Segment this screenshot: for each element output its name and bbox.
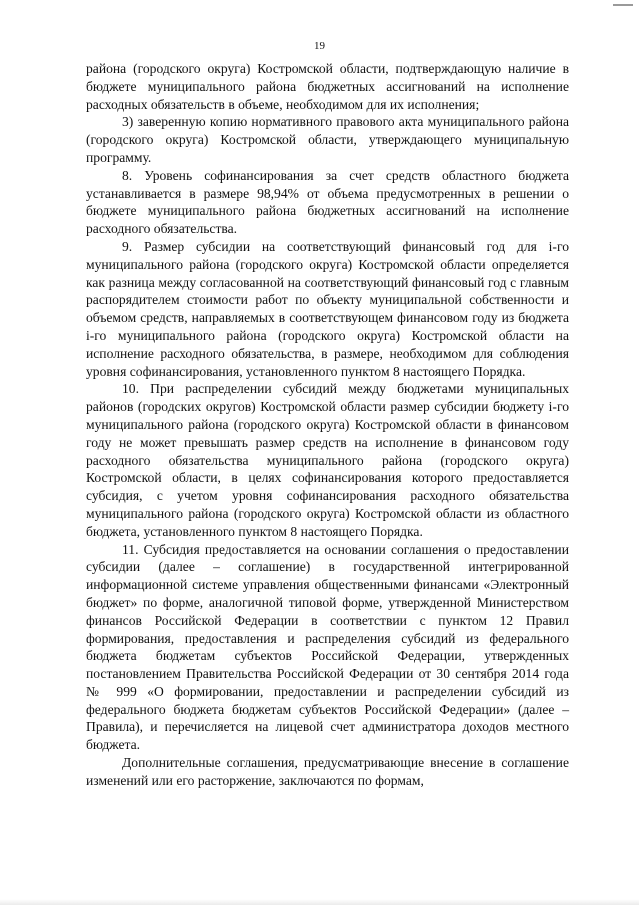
page-number: 19: [314, 40, 325, 52]
paragraph-item-3: 3) заверенную копию нормативного правового акта муниципального района (городского округа) Костромской области, утверждающего муниципальную программу.: [86, 114, 569, 165]
paragraph-continuation: района (городского округа) Костромской области, подтверждающую наличие в бюджете муниципального района бюджетных ассигнований на исполнение расходных обязательств в объеме, необходимом для их исполнения;: [86, 61, 569, 112]
paragraph-clause-8: 8. Уровень софинансирования за счет средств областного бюджета устанавливается в размере 98,94% от объема предусмотренных в решении о бюджете муниципального района бюджетных ассигнований на исполнение расходного обязательства.: [86, 167, 569, 237]
scan-bottom-edge: [0, 899, 639, 905]
paragraph-clause-11: 11. Субсидия предоставляется на основании соглашения о предоставлении субсидии (далее – соглашение) в государственной интегрированной информационной системе управления общественными финансами «Электронный бюджет» по форме, аналогичной типовой форме, утвержденной Министерством финансов Российской Федерации в соответствии с пунктом 12 Правил формирования, предоставления и распределения субсидий из федерального бюджета бюджетам субъектов Российской Федерации, утвержденных постановлением Правительства Российской Федерации от 30 сентября 2014 года № 999 «О формировании, предоставлении и распределении субсидий из федерального бюджета бюджетам субъектов Российской Федерации» (далее – Правила), и перечисляется на лицевой счет администратора доходов местного бюджета.: [86, 541, 569, 753]
scan-corner-mark: [613, 4, 633, 6]
paragraph-clause-10: 10. При распределении субсидий между бюджетами муниципальных районов (городских округов) Костромской области размер субсидии бюджету i-го муниципального района (городского округа) Костромской области в финансовом году не может превышать размер средств на исполнение в финансовом году расходного обязательства муниципального района (городского округа) Костромской области, в целях софинансирования которого предоставляется субсидия, с учетом уровня софинансирования расходного обязательства муниципального района (городского округа) Костромской области из областного бюджета, установленного пунктом 8 настоящего Порядка.: [86, 381, 569, 539]
document-body: [86, 60, 569, 790]
paragraph-clause-9: 9. Размер субсидии на соответствующий финансовый год для i-го муниципального района (городского округа) Костромской области определяется как разница между согласованной на соответствующий финансовый год с главным распорядителем стоимости работ по объекту муниципальной собственности и объемом средств, направляемых в соответствующем финансовом году из бюджета i-го муниципального района (городского округа) Костромской области на исполнение расходного обязательства, в размере, необходимом для соблюдения уровня софинансирования, установленного пунктом 8 настоящего Порядка.: [86, 238, 569, 379]
paragraph-additional-agreements: Дополнительные соглашения, предусматривающие внесение в соглашение изменений или его расторжение, заключаются по формам,: [86, 755, 569, 788]
